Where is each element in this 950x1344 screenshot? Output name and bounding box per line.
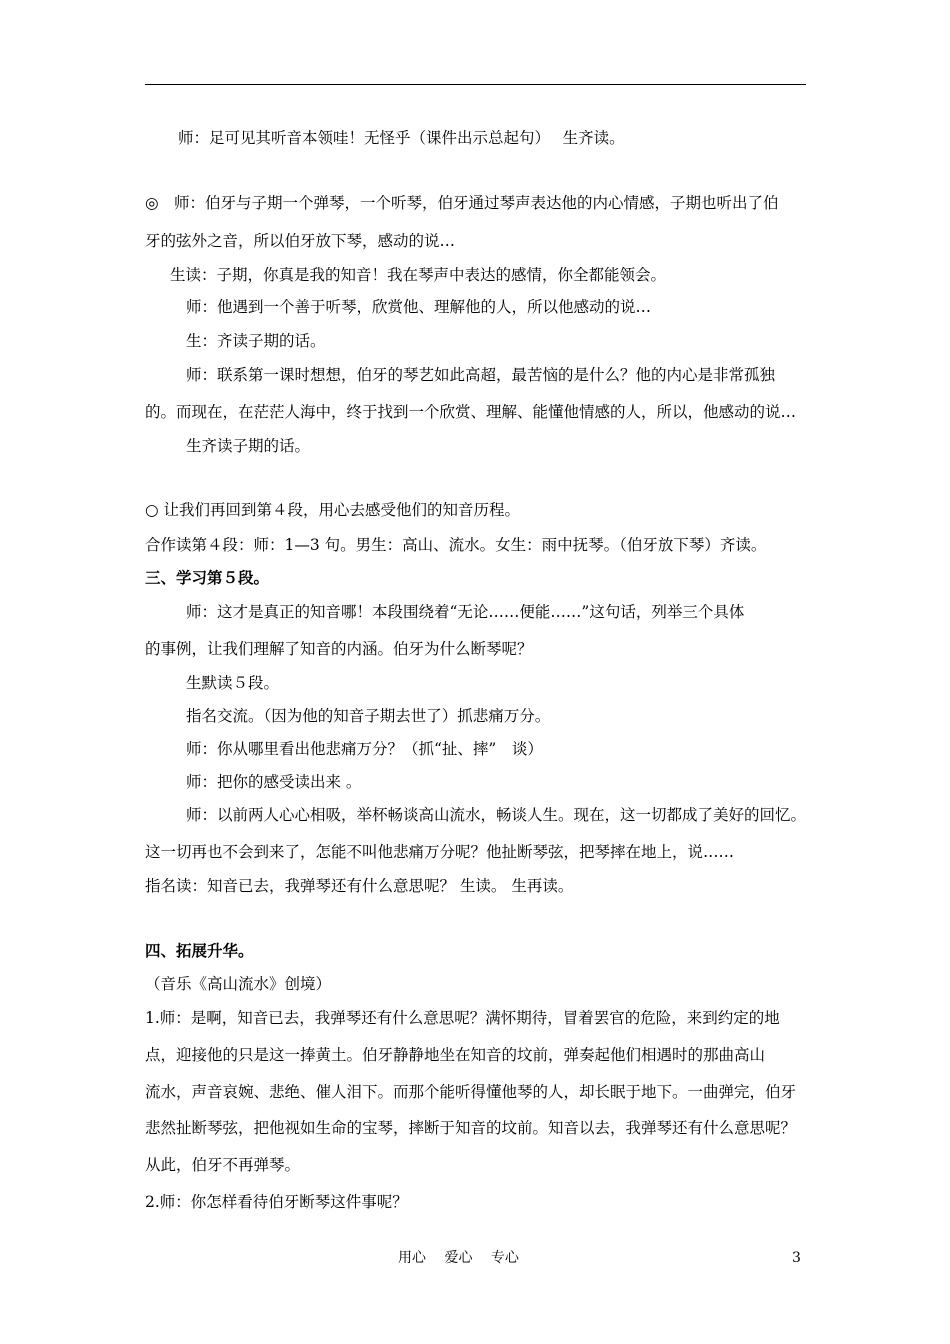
- paragraph-line: 的。而现在，在茫茫人海中，终于找到一个欣赏、理解、能懂他情感的人，所以，他感动的说…: [145, 403, 797, 421]
- header-rule: [145, 84, 806, 85]
- paragraph-line: 师：他遇到一个善于听琴，欣赏他、理解他的人，所以他感动的说…: [186, 298, 652, 316]
- paragraph-line: 的事例，让我们理解了知音的内涵。伯牙为什么断琴呢？: [145, 640, 533, 658]
- paragraph-line: ◎ 师：伯牙与子期一个弹琴，一个听琴，伯牙通过琴声表达他的内心情感，子期也听出了伯: [145, 194, 779, 212]
- paragraph-line: 师：以前两人心心相吸，举杯畅谈高山流水，畅谈人生。现在，这一切都成了美好的回忆。: [186, 806, 807, 824]
- section-heading: 三、学习第５段。: [145, 568, 270, 587]
- footer-motto: 用心 爱心 专心: [398, 1250, 519, 1266]
- paragraph-line: 指名读：知音已去，我弹琴还有什么意思呢？ 生读。 生再读。: [145, 877, 574, 895]
- paragraph-line: ○ 让我们再回到第４段，用心去感受他们的知音历程。: [145, 501, 520, 519]
- paragraph-line: 流水，声音哀婉、悲绝、催人泪下。而那个能听得懂他琴的人，却长眠于地下。一曲弹完，伯牙: [145, 1083, 797, 1101]
- paragraph-line: 点，迎接他的只是这一捧黄土。伯牙静静地坐在知音的坟前，弹奏起他们相遇时的那曲高山: [145, 1046, 766, 1064]
- paragraph-line: 师：把你的感受读出来 。: [186, 773, 362, 791]
- paragraph-line: 从此，伯牙不再弹琴。: [145, 1156, 301, 1174]
- paragraph-line: （音乐《高山流水》创境）: [145, 975, 332, 993]
- section-heading: 四、拓展升华。: [145, 941, 254, 960]
- paragraph-line: 悲然扯断琴弦，把他视如生命的宝琴，摔断于知音的坟前。知音以去，我弹琴还有什么意思呢？: [145, 1119, 797, 1137]
- paragraph-line: 牙的弦外之音，所以伯牙放下琴，感动的说…: [145, 232, 456, 250]
- paragraph-line: 生齐读子期的话。: [186, 437, 311, 455]
- paragraph-line: 师：你从哪里看出他悲痛万分？（抓“扯、摔” 谈）: [186, 740, 543, 758]
- paragraph-line: 师：这才是真正的知音哪！本段围绕着“无论……便能……”这句话，列举三个具体: [186, 603, 745, 621]
- paragraph-line: 1.师：是啊，知音已去，我弹琴还有什么意思呢？满怀期待，冒着罢官的危险，来到约定的地: [145, 1009, 780, 1027]
- paragraph-line: 指名交流。（因为他的知音子期去世了）抓悲痛万分。: [186, 707, 551, 725]
- paragraph-line: 这一切再也不会到来了，怎能不叫他悲痛万分呢？他扯断琴弦，把琴摔在地上，说……: [145, 843, 735, 861]
- paragraph-line: 生默读５段。: [186, 674, 280, 692]
- paragraph-line: 生：齐读子期的话。: [186, 332, 326, 350]
- paragraph-line: 师：联系第一课时想想，伯牙的琴艺如此高超，最苦恼的是什么？他的内心是非常孤独: [186, 366, 776, 384]
- paragraph-line: 师：足可见其听音本领哇！无怪乎（课件出示总起句） 生齐读。: [178, 129, 625, 147]
- paragraph-line: 合作读第４段：师：1—3 句。男生：高山、流水。女生：雨中抚琴。（伯牙放下琴）齐读。: [145, 536, 767, 554]
- page-number: 3: [792, 1250, 801, 1266]
- paragraph-line: 生读：子期，你真是我的知音！我在琴声中表达的感情，你全都能领会。: [170, 266, 667, 284]
- paragraph-line: 2.师：你怎样看待伯牙断琴这件事呢？: [145, 1193, 408, 1211]
